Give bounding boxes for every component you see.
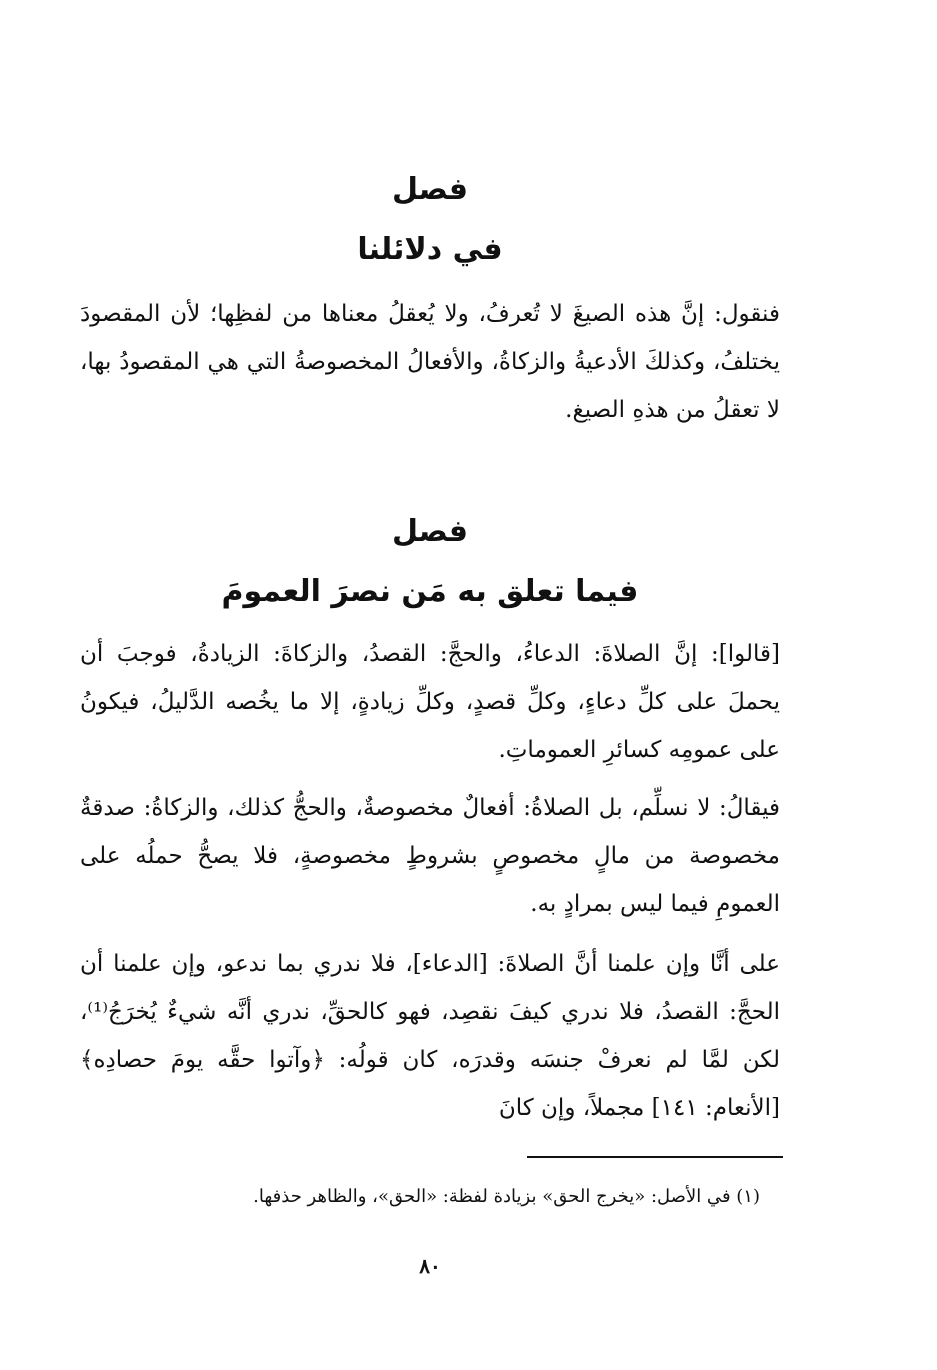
paragraph: [قالوا]: إنَّ الصلاةَ: الدعاءُ، والحجَّ: القصدُ، والزكاةَ: الزيادةُ، فوجبَ أن يحملَ على كلِّ دعاءٍ، وكلِّ قصدٍ، وكلِّ زيادةٍ، إلا ما يخُصه الدَّليلُ، فيكونُ على عمومِه كسائرِ العموماتِ.	[80, 641, 780, 763]
paragraph: فنقول: إنَّ هذه الصيغَ لا تُعرفُ، ولا يُعقلُ معناها من لفظِها؛ لأن المقصودَ يختلفُ، وكذلكَ الأدعيةُ والزكاةُ، والأفعالُ المخصوصةُ التي هي المقصودُ بها، لا تعقلُ من هذهِ الصيغ.	[80, 301, 780, 423]
paragraph: فيقالُ: لا نسلِّم، بل الصلاةُ: أفعالٌ مخصوصةٌ، والحجُّ كذلك، والزكاةُ: صدقةٌ مخصوصة من مالٍ مخصوصٍ بشروطٍ مخصوصةٍ، فلا يصحُّ حملُه على العمومِ فيما ليس بمرادٍ به.	[80, 795, 780, 917]
section-subheading: فيما تعلق به مَن نصرَ العمومَ	[221, 574, 639, 609]
section-heading: فصل	[392, 514, 468, 549]
page-number: ٨٠	[419, 1254, 441, 1278]
book-page	[80, 0, 780, 1370]
section-heading: فصل	[392, 172, 468, 207]
footnote-divider	[527, 1156, 783, 1158]
paragraph: على أنَّا وإن علمنا أنَّ الصلاةَ: [الدعاء]، فلا ندري بما ندعو، وإن علمنا أن الحجَّ: القصدُ، فلا ندري كيفَ نقصِد، فهو كالحقِّ، ندري أنَّه شيءٌ يُخرَجُ⁽¹⁾، لكن لمَّا لم نعرفْ جنسَه وقدرَه، كان قولُه: ﴿وآتوا حقَّه يومَ حصادِه﴾ [الأنعام: ١٤١] مجملاً، وإن كانَ	[80, 951, 780, 1121]
footnote: (١) في الأصل: «يخرج الحق» بزيادة لفظة: «الحق»، والظاهر حذفها.	[253, 1186, 760, 1207]
section-subheading: في دلائلنا	[357, 232, 503, 267]
